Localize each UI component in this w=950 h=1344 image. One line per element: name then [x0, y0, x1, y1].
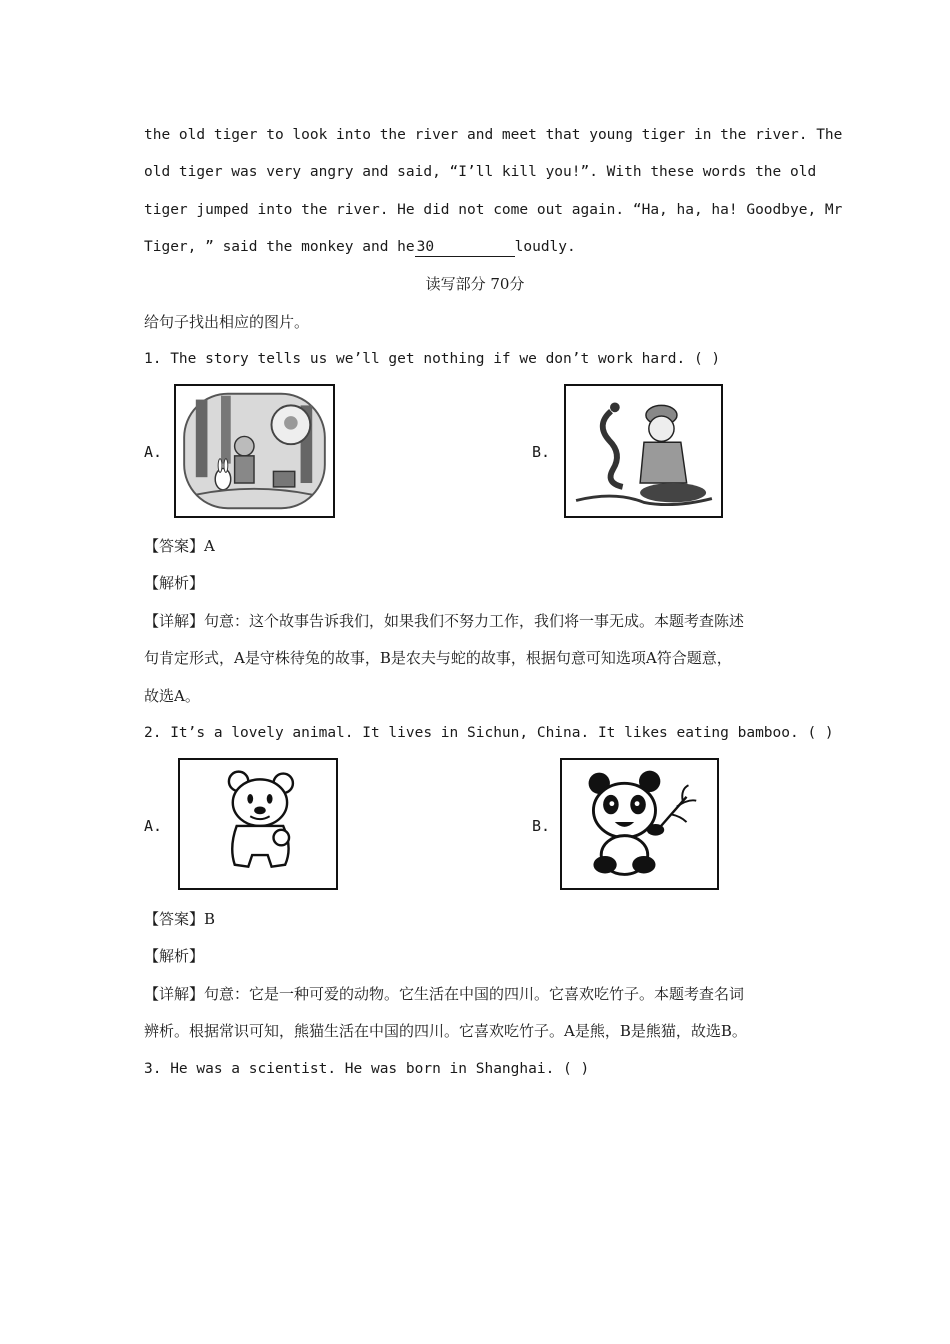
question-1-stem: 1. The story tells us we’ll get nothing if we don’t work hard. ( ) — [144, 351, 721, 367]
q1-option-b-picture[interactable] — [564, 384, 723, 518]
q1-detail-line-3: 故选A。 — [144, 687, 200, 705]
bear-illustration — [180, 760, 336, 888]
q1-detail-line-2: 句肯定形式，A是守株待兔的故事，B是农夫与蛇的故事，根据句意可知选项A符合题意， — [144, 649, 732, 667]
blank-30: 30 — [415, 239, 515, 257]
q2-detail-line-2: 辨析。根据常识可知，熊猫生活在中国的四川。它喜欢吃竹子。A是熊，B是熊猫，故选B。 — [144, 1022, 747, 1040]
passage-line-4 — [144, 237, 806, 257]
passage-line-4-end: loudly. — [514, 239, 576, 255]
q2-analysis: 【解析】 — [144, 947, 205, 965]
q1-detail-line-1: 【详解】句意：这个故事告诉我们，如果我们不努力工作，我们将一事无成。本题考查陈述 — [144, 612, 745, 630]
question-2-stem: 2. It’s a lovely animal. It lives in Sichun, China. It likes eating bamboo. ( ) — [144, 725, 834, 741]
q1-option-b-label: B. — [532, 443, 551, 461]
rabbit-stump-illustration — [176, 386, 333, 516]
q1-answer: 【答案】A — [144, 537, 215, 555]
q1-option-a-picture[interactable] — [174, 384, 335, 518]
passage-line-2: old tiger was very angry and said, “I’ll kill you!”. With these words the old — [144, 164, 817, 180]
q2-answer: 【答案】B — [144, 910, 216, 928]
q1-option-a-label: A. — [144, 443, 163, 461]
q1-analysis: 【解析】 — [144, 574, 205, 592]
q2-option-a-label: A. — [144, 817, 163, 835]
q2-option-b-picture[interactable] — [560, 758, 719, 890]
panda-illustration — [562, 760, 717, 888]
passage-line-1: the old tiger to look into the river and meet that young tiger in the river. The — [144, 127, 843, 143]
passage-line-4-text: Tiger, ” said the monkey and he — [144, 239, 415, 255]
q2-detail-line-1: 【详解】句意：它是一种可爱的动物。它生活在中国的四川。它喜欢吃竹子。本题考查名词 — [144, 985, 745, 1003]
question-3-stem: 3. He was a scientist. He was born in Shanghai. ( ) — [144, 1061, 590, 1077]
farmer-snake-illustration — [566, 386, 721, 516]
section-title: 读写部分 70分 — [425, 275, 525, 293]
passage-line-3: tiger jumped into the river. He did not come out again. “Ha, ha, ha! Goodbye, Mr — [144, 202, 843, 218]
q2-option-a-picture[interactable] — [178, 758, 338, 890]
instruction: 给句子找出相应的图片。 — [144, 313, 310, 331]
q2-option-b-label: B. — [532, 817, 551, 835]
